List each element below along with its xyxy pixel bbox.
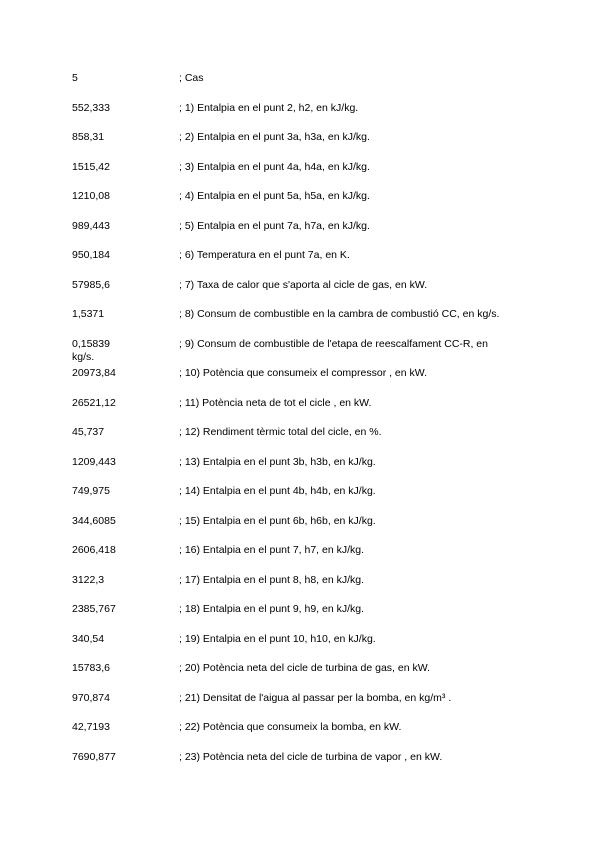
result-description-wrap: kg/s. xyxy=(72,350,95,363)
result-description: ; 22) Potència que consumeix la bomba, en kW. xyxy=(179,721,402,733)
result-row xyxy=(72,161,542,187)
result-value: 970,874 xyxy=(72,691,110,704)
result-description: ; 16) Entalpia en el punt 7, h7, en kJ/kg. xyxy=(179,544,365,556)
result-row xyxy=(72,574,542,600)
result-description: ; 19) Entalpia en el punt 10, h10, en kJ/kg. xyxy=(179,632,376,645)
result-value: 950,184 xyxy=(72,249,110,261)
result-description: ; 15) Entalpia en el punt 6b, h6b, en kJ/kg. xyxy=(179,514,376,527)
result-value: 749,975 xyxy=(72,485,110,497)
result-row xyxy=(72,249,542,275)
result-value: 57985,6 xyxy=(72,278,110,291)
result-row xyxy=(72,397,542,423)
result-row xyxy=(72,692,542,718)
result-description: ; 23) Potència neta del cicle de turbina de vapor , en kW. xyxy=(179,750,443,763)
result-value: 858,31 xyxy=(72,131,105,143)
result-row xyxy=(72,633,542,659)
result-row xyxy=(72,131,542,157)
result-value: 344,6085 xyxy=(72,514,116,527)
result-row xyxy=(72,279,542,305)
result-value: 2385,767 xyxy=(72,603,116,615)
result-description: ; 4) Entalpia en el punt 5a, h5a, en kJ/kg. xyxy=(179,190,370,202)
result-description: ; 2) Entalpia en el punt 3a, h3a, en kJ/kg. xyxy=(179,131,370,143)
result-value: 552,333 xyxy=(72,101,110,114)
result-value: 5 xyxy=(72,72,78,84)
result-description: ; 18) Entalpia en el punt 9, h9, en kJ/kg. xyxy=(179,603,365,615)
result-value: 42,7193 xyxy=(72,721,110,733)
result-row xyxy=(72,603,542,629)
result-description: ; 9) Consum de combustible de l'etapa de reescalfament CC-R, en xyxy=(179,337,488,350)
result-description: ; 21) Densitat de l'aigua al passar per la bomba, en kg/m³ . xyxy=(179,691,452,704)
result-row xyxy=(72,72,542,98)
result-description: ; Cas xyxy=(179,72,204,84)
result-description: ; 17) Entalpia en el punt 8, h8, en kJ/kg. xyxy=(179,573,365,586)
result-value: 7690,877 xyxy=(72,750,116,763)
result-description: ; 20) Potència neta del cicle de turbina de gas, en kW. xyxy=(179,662,430,674)
result-row xyxy=(72,721,542,747)
result-description: ; 13) Entalpia en el punt 3b, h3b, en kJ/kg. xyxy=(179,455,376,468)
result-value: 1515,42 xyxy=(72,160,110,173)
result-row xyxy=(72,544,542,570)
result-row xyxy=(72,338,542,364)
result-description: ; 3) Entalpia en el punt 4a, h4a, en kJ/kg. xyxy=(179,160,370,173)
result-value: 45,737 xyxy=(72,426,105,438)
result-value: 2606,418 xyxy=(72,544,116,556)
result-row xyxy=(72,456,542,482)
result-description: ; 5) Entalpia en el punt 7a, h7a, en kJ/kg. xyxy=(179,219,370,232)
result-description: ; 11) Potència neta de tot el cicle , en kW. xyxy=(179,396,372,409)
result-value: 20973,84 xyxy=(72,367,116,379)
result-description: ; 8) Consum de combustible en la cambra de combustió CC, en kg/s. xyxy=(179,308,500,320)
result-value: 989,443 xyxy=(72,219,110,232)
result-value: 340,54 xyxy=(72,632,105,645)
result-value: 0,15839 xyxy=(72,337,110,350)
result-value: 1209,443 xyxy=(72,455,116,468)
result-row xyxy=(72,308,542,334)
result-row xyxy=(72,751,542,777)
result-row xyxy=(72,367,542,393)
result-value: 26521,12 xyxy=(72,396,116,409)
result-description: ; 7) Taxa de calor que s'aporta al cicle de gas, en kW. xyxy=(179,278,428,291)
result-description: ; 10) Potència que consumeix el compressor , en kW. xyxy=(179,367,428,379)
result-row xyxy=(72,515,542,541)
result-row xyxy=(72,102,542,128)
result-value: 3122,3 xyxy=(72,573,105,586)
result-value: 15783,6 xyxy=(72,662,110,674)
result-row xyxy=(72,426,542,452)
result-row xyxy=(72,485,542,511)
result-description: ; 6) Temperatura en el punt 7a, en K. xyxy=(179,249,350,261)
result-description: ; 1) Entalpia en el punt 2, h2, en kJ/kg. xyxy=(179,101,359,114)
result-value: 1,5371 xyxy=(72,308,105,320)
result-description: ; 14) Entalpia en el punt 4b, h4b, en kJ/kg. xyxy=(179,485,376,497)
result-value: 1210,08 xyxy=(72,190,110,202)
result-description: ; 12) Rendiment tèrmic total del cicle, en %. xyxy=(179,426,382,438)
result-row xyxy=(72,662,542,688)
result-row xyxy=(72,220,542,246)
result-row xyxy=(72,190,542,216)
